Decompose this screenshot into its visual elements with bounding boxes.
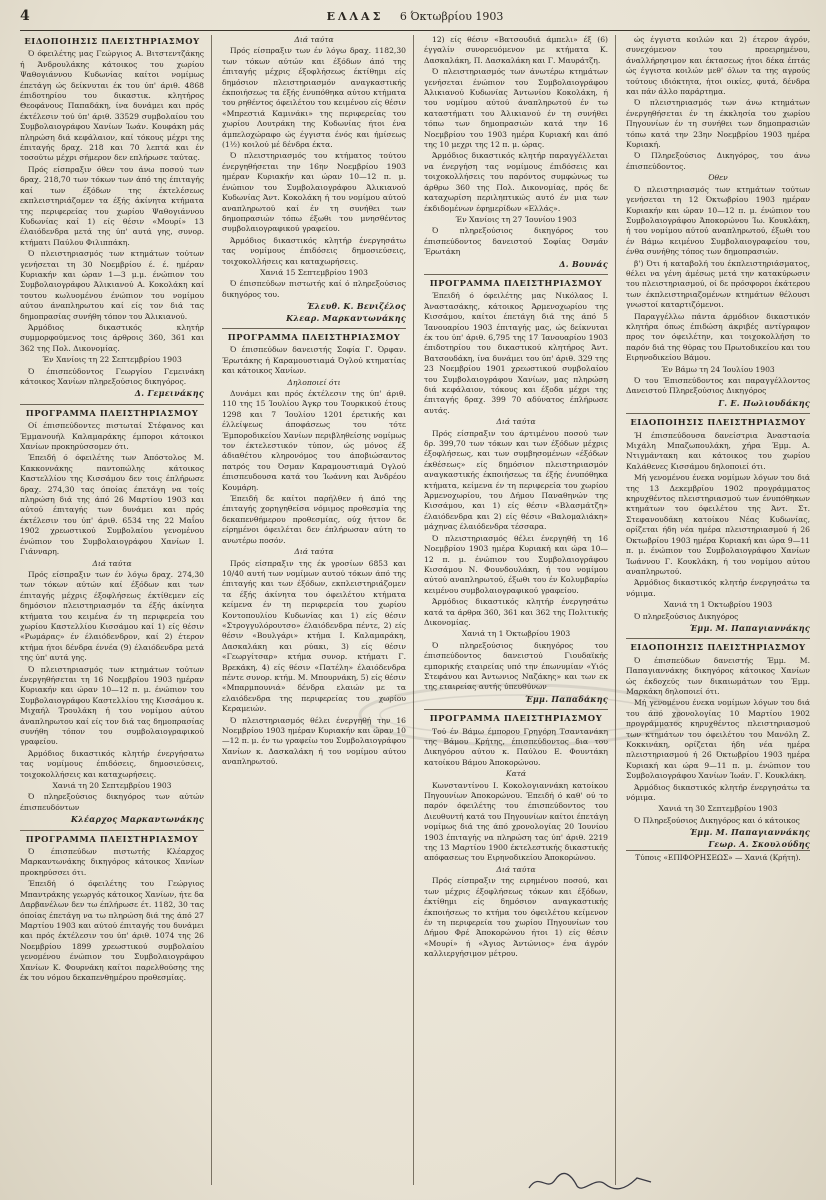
signature: Δ. Γεμεινάκης bbox=[134, 388, 204, 399]
notice-paragraph: Πρός είσπραξιν της έκ γροσίων 6853 και 10/40 αυτή των νομίμων αυτού τόκων άπό της έπιταγής και των έξόδων, εκπλειστηριάζομεν τα έξής άκίνητα του όφειλέτου κτήματα κείμενα έν τη περιφερεία του χωρίου Κοντοπουλίου Κυδωνίας και 1) είς θέσιν «Στρογγυλόρουτσο» έλαιόδενδρα πέντε, 2) είς θέσιν «Βουλγάρι» κτήμα Ι. Καλαμαράκη, Δασκαλάκη και ρύακι, 3) είς θέσιν «Γεωργίτσαρ» κτήμα συνορ. κτήματι Γ. Βρεκάκη, 4) είς θέσιν «Πατέλη» έλαιόδενδρα πέντε συνορ. κτήμ. Μ. Μπουρνάκη, 5) είς θέσιν «Μπαρμπουνιά» δένδρα ελαιών με τα ελαιόδενδρα της περιφερείας του χωρίου Κεραμειών. bbox=[222, 558, 406, 714]
section-label: Όθεν bbox=[708, 173, 728, 183]
notice-heading: ΠΡΟΓΡΑΜΜΑ ΠΛΕΙΣΤΗΡΙΑΣΜΟΥ bbox=[222, 328, 406, 342]
notice-paragraph: Άρμόδιος δικαστικός κλητήρ ένεργησάτω τα νόμιμα. bbox=[626, 782, 810, 803]
signature: Έμμ. Μ. Παπαγιαννάκης bbox=[689, 827, 810, 838]
section-label: Κατά bbox=[505, 769, 527, 779]
section-label: Διά ταύτα bbox=[496, 417, 536, 427]
notice-paragraph: Ό πληρεξούσιος δικηγόρος των αύτών έπισπευδόντων bbox=[20, 792, 204, 812]
notice-heading: ΕΙΔΟΠΟΙΗΣΙΣ ΠΛΕΙΣΤΗΡΙΑΣΜΟΥ bbox=[626, 638, 810, 652]
notice-paragraph: Πρός είσπραξιν των έν λόγω δραχ. 1182,30 των τόκων αύτών και έξόδων άπό της έπιταγής μέχρις έξοφλήσεως έκτίθημι είς δημόσιον πλειστηριασμόν αναγκαστικής έκποιήσεως τα έξής ένυπόθηκα αύτου κτήματα του ρηθέντος όφειλέτου του κειμένου είς θέσιν «Μπρεστιά Καμινάκι» της περιφερείας του χωρίου Λουτράκη της Κυδωνίας ήτοι ένα άμπελοχώραφο ώς έγγιστα ένός και ήμίσεως (1½) κοιλού μέ δένδρα έκτα. bbox=[222, 46, 406, 150]
notice-paragraph: Πρός είσπραξιν των έν λόγω δραχ. 274,30 των τόκων αύτών καί έξόδων και των έπιταγής μέχρις έξοφλήσεως έκτίθεμεν είς δημόσιον πλειστηριασμόν τα έξής άκίνητα κτήματα του κειμένα έν τη περιφερεία του χωρίου Καστελλίου Κισσάμου καί 1) είς θέσιν «Ρωμάρας» έν έλαιόδενδρον, καί 2) έτερον κτήμα ήτοι δένδρα έννέα (9) έλαιόδενδρα μετά της ύπ' αυτά γης. bbox=[20, 569, 204, 663]
notice-date: Έν Χανίοις τη 22 Σεπτεμβρίου 1903 bbox=[42, 355, 182, 365]
notice-date: Χανιά 15 Σεπτεμβρίου 1903 bbox=[260, 267, 368, 277]
notice-paragraph: Ό του Έπισπεύδοντος και παραγγέλλοντος Δανειστού Πληρεξούσιος Δικηγόρος bbox=[626, 376, 810, 396]
notice-heading: ΠΡΟΓΡΑΜΜΑ ΠΛΕΙΣΤΗΡΙΑΣΜΟΥ bbox=[20, 404, 204, 418]
column-4 bbox=[626, 35, 810, 1185]
notice-date: Έν Χανίοις τη 27 Ίουνίου 1903 bbox=[455, 214, 577, 224]
paper-name: ΕΛΛΑΣ bbox=[326, 10, 384, 23]
notice-paragraph: Έπειδή δε καίτοι παρήλθεν ή άπό της έπιταγής χορηγηθείσα νόμιμος προθεσμία της δεκαπενθήμερου προθεσμίας, ούχ ήττον δε είρημένοι όφειλέται δεν έπλήρωσαν αύτη το ανωτέρω ποσόν. bbox=[222, 494, 406, 545]
masthead-title bbox=[80, 10, 750, 23]
notice-heading: ΠΡΟΓΡΑΜΜΑ ΠΛΕΙΣΤΗΡΙΑΣΜΟΥ bbox=[20, 830, 204, 844]
handwritten-mark bbox=[525, 1168, 655, 1196]
notice-paragraph: Ό πληρεξούσιος Δικηγόρος bbox=[634, 611, 739, 621]
notice-paragraph: Παραγγέλλω πάντα άρμόδιον δικαστικόν κλητήρα όπως έπιδώση άκριβές αντίγραφον προς τον όφειλέτην, και τοιχοκολλήση το παρόν διά της θύρας του Πρωτοδικείου και του Ειρηνοδικείου Βάμου. bbox=[626, 311, 810, 363]
notice-paragraph: Τού έν Βάμω έμπορου Γρηγόρη Τσαντανάκη της Βάμου Κρήτης, έπισπεύδοντος δια του Δικηγόρου αύτου κ. Παύλου Ε. Φουντάκη κατοίκου Βάμου Άποκορώνου. bbox=[424, 726, 608, 767]
notice-paragraph: Ό πλειστηριασμός των κτημάτων τούτων γενήσεται τη 12 Όκτωβρίου 1903 ημέραν Κυριακήν και ώραν 10—12 π. μ. ένώπιον του Συμβολαιογράφου Άποκορώνου Ίω. Κουκλάκη, ή του νομίμου αύτού αναπληρωτού, έξωθι του έν Βάμω κειμένου Συμβολαιογραφείου του, ένθα συνήθης τόπος των δημοπρασιών. bbox=[626, 184, 810, 257]
notice-paragraph: Ό έπισπεύδων δανειστής Έμμ. Μ. Παπαγιαννάκης δικηγόρος κάτοικος Χανίων ώς έκδοχεύς των δικαιωμάτων του Έμμ. Μαρκάκη δηλοποιεί ότι. bbox=[626, 655, 810, 696]
printer-footer: Τύποις «ΕΠΙΦΟΡΗΣΕΩΣ» — Χανιά (Κρήτη). bbox=[626, 850, 810, 863]
notice-paragraph: Ό έπισπεύδων πιστωτής Κλέαρχος Μαρκαντωνάκης δικηγόρος κάτοικος Χανίων προκηρύσσει ότι. bbox=[20, 847, 204, 877]
masthead bbox=[20, 8, 810, 31]
notice-heading: ΕΙΔΟΠΟΙΗΣΙΣ ΠΛΕΙΣΤΗΡΙΑΣΜΟΥ bbox=[24, 36, 200, 46]
notice-paragraph: Ό πλειστηριασμός των κτημάτων τούτων ένεργηθήσεται τη 16 Νοεμβρίου 1903 ημέραν Κυριακήν και ώραν 10—12 π. μ. ένώπιον του Συμβολαιογράφου Καστελλίου της Κισσάμου κ. Μιχαήλ Τρουλάκη ή του νομίμου αύτου άναπληρωτου καί είς τον διά τας δημοπρασίας συνήθη τόπον του συμβολαιογραφικού γραφείου. bbox=[20, 664, 205, 747]
signature: Έλευθ. Κ. Βενιζέλος bbox=[306, 301, 406, 312]
signature: Κλεαρ. Μαρκαντωνάκης bbox=[286, 312, 406, 323]
notice-paragraph: Άρμόδιος δικαστικός κλητήρ παραγγέλλεται να ένεργήση τας νομίμους έπιδόσεις και τοιχοκολλήσεις του παρόντος συμφώνως τω άρθρω 360 της Πολ. Δικονομίας, πρός δε καταχωρίση περιληπτικώς αυτό έν μια των έκδιδομένων έφημερίδων «Ελλάς». bbox=[424, 151, 608, 213]
notice-paragraph: Έπειδή ό όφειλέτης του Γεώργιος Μπαντράκης γεωργός κάτοικος Χανίων, ήτε δα Δαρβανέλων δεν τω έπλήρωσε έτ. 1182, 30 τας όποίας έπετάγη να τω πληρώση διά της άπό 27 Μαρτίου 1903 και αύτού έπιταγής του δυνάμει και πρός έκτέλεσιν του ύπ' άριθ. 1074 της 26 Νοεμβρίου 1899 χρεωστικού συμβολαίου γενομένου ένώπιον του Συμβολαιογράφου Χανίων Κ. Φουρνάκη καίτοι παρελθούσης της έκ του νόμου δεκαπενθημέρου προθεσμίας. bbox=[20, 879, 204, 982]
notice-paragraph: Ό έπισπεύδων δανειστής Σοφία Γ. Όρφαν. Έρωτάκης ή Καραμουστιαμά Όγλού κτηματίας και κάτοικος Χανίων. bbox=[222, 345, 406, 376]
notice-paragraph: Ό πλειστηριασμός των άνω κτημάτων ένεργηθήσεται έν τη έκκλησία του χωρίου Πηγουνίων έν τη συνήθει των δημοπρασιών τόπω κατά την 23ην Νοεμβρίου 1903 ημέρα Κυριακή. bbox=[626, 98, 810, 150]
page-number: 4 bbox=[20, 8, 30, 24]
notice-paragraph: Ό πλειστηριασμός των άνωτέρω κτημάτων γενήσεται ένώπιον του Συμβολαιογράφου Άλικιανού Κυδωνίας Άντωνίου Κοκολάκη, ή του νομίμου αύτού άναπληρωτού έν τω καταστήματι του Άλικιανού έν τη συνήθει τόπω των δημοπρασιών κατά την 16 Νοεμβρίου του 1903 ημέρα Κυριακή και άπό της 10 μεχρι της 12 π. μ. ώρας. bbox=[424, 67, 608, 150]
section-label: Διά ταύτα bbox=[294, 35, 334, 44]
column-1 bbox=[20, 35, 212, 1185]
notice-paragraph: Μή γενομένου ένεκα νομίμων λόγων του διά του άπό χρονολογίας 10 Μαρτίου 1902 προγράμματος κηρυχθέντος πλειστηριασμού των κτημάτων του όφειλέτου του Μανόλη Ζ. Κοκκινάκη, ορίζεται ήδη νέα ημέρα πλειστηριασμού ή 26 Όκτωβρίου 1903 ημέρα Κυριακή και ώρα 9—11 π. μ. ένώπιον του Συμβολαιογράφου Χανίων Ίωάν. Γ. Κουκλάκη. bbox=[626, 698, 810, 781]
notice-paragraph: Άρμόδιος δικαστικός κλητήρ ένεργησάτω κατά τα άρθρα 360, 361 και 362 της Πολιτικής Δικονομίας. bbox=[424, 597, 608, 627]
notice-paragraph: Έπειδή ό όφειλέτης των Άπόστολος Μ. Κακκοννάκης παντοπώλης κάτοικος Καστελλίου της Κισσάμου δεν τοις έπλήρωσε δραχ. 274,30 τας όποίας έπετάγη να τοίς πληρώση διά της άπό 26 Μαρτίου 1903 και αύτού έπιταγής των δυνάμει και πρός έκτέλεσιν του ύπ' άριθ. 6534 της 22 Μαΐου 1902 χρεωστικού Συμβολαίου γενομένου ένώπιον του Συμβολαιογράφου Χανίων Ι. Γιάνναρη. bbox=[20, 453, 204, 557]
notice-paragraph: Ό Πληρεξούσιος Δικηγόρος και ό κάτοικος bbox=[634, 815, 800, 825]
notice-paragraph: Δυνάμει και πρός έκτέλεσιν της ύπ' άριθ. 110 της 15 Ίουλίου Άγκρ του Τουρκικού έτους 1298 και 7 Ίουλίου 1201 έρετικής και έλλείψεως άποφάσεως του τότε Έμποροδικείου Χανίων περιβληθείσης νομίμως τον έκτελεστικόν τύπον, ώς μόνος έξ άδιαθέτου κληρονόμος του άποβιώσαντος πατρός του Όσμαν Καραμουστιαμά Όγλού έπισπευδουσα κατά του Ίωάννη και Άνδρέου Κουμάρη. bbox=[222, 389, 406, 492]
notice-paragraph: Ό Πληρεξούσιος Δικηγόρος, του άνω έπισπεύδοντος. bbox=[626, 151, 810, 171]
notice-paragraph: Ό πλειστηριασμός των κτημάτων τούτων γενήσεται τη 30 Νοεμβρίου έ. έ. ημέραν Κυριακήν και ώραν 1—3 μ.μ. ένώπιον του Συμβολαιογράφου Άλικιανού Α. Κοκολάκη καί τουτου κωλυομένου ένώπιον του νομίμου αύτου άναπληρωτου καί είς τον διά τας δημοπρασίας συνήθη τόπον του Άλικιανού. bbox=[20, 249, 204, 321]
notice-paragraph: 12) είς θέσιν «Βατσουδιά άμπελι» έξ (6) έγγαλίν συνορευόμενον με κτήματα Κ. Δασκαλάκη, Π. Δασκαλάκη και Γ. Μαυράτζη. bbox=[424, 35, 608, 65]
issue-date: 6 Όκτωβρίου 1903 bbox=[399, 10, 504, 23]
column-3 bbox=[424, 35, 616, 1185]
notice-date: Χανιά τη 30 Σεπτεμβρίου 1903 bbox=[658, 804, 778, 814]
signature: Γ. Ε. Πωλιουδάκης bbox=[718, 397, 810, 408]
notice-paragraph: Κωνσταντίνου Ι. Κοκολογιαννάκη κατοίκου Πηγουνίων Άποκορώνου. Έπειδή ό καθ' ού το παρόν όφειλέτης του έπισπεύδοντος του Διευθυντή κατά του Πηγουνίων καίτοι έπετάγη νομίμως διά της άπό χρονολογίας 20 Ίουνίου 1903 έπιταγής να πληρώση τας ύπ' άριθ. 2219 της 13 Μαρτίου 1900 έκτελεστικής δικαστικής απόφασεως του Ειρηνοδικείου Άποκορώνου. bbox=[424, 780, 608, 863]
notice-date: Χανιά τη 20 Σεπτεμβρίου 1903 bbox=[52, 781, 172, 791]
notice-paragraph: Άρμόδιος δικαστικός κλητήρ ένεργήσατω τας νομίμους έπιδόσεις, δημοσιεύσεις, τοιχοκολλήσεις και καταχωρήσεις. bbox=[20, 748, 204, 779]
column-2 bbox=[222, 35, 414, 1185]
notice-paragraph: Πρός είσπραξιν της ειρημένου ποσού, και των μέχρις έξοφλήσεως τόκων και έξόδων, έκτίθημι είς δημόσιον αναγκαστικής έκποιήσεως το κτήμα του όφειλέτου κείμενον έν τη περιφερεία του χωρίου Πηγουνίων του Δήμου Φρέ Άποκορώνου ήτοι 1) είς θέσιν «Μουρί» ή «Άγιος Άντώνιος» ένα άγρόν καλλιεργήσιμον μέτρου. bbox=[424, 876, 608, 959]
notice-paragraph: Πρός είσπραξιν όθεν του άνω ποσού των δραχ. 218,70 των τόκων των άπό της έπιταγής καί των έξόδων της έκτελέσεως εκπλειστηριάζομεν τα έξής άκίνητα κτήματα της περιφερείας του χωρίου Ψαθογιάννου Κυδωνίας καί 1) είς θέσιν «Μουρί» 13 έλαιόδενδρα μετά της ύπ' αυτά γης, συνορ. κτήματι Παύλου Φιλιππάκη. bbox=[20, 164, 204, 247]
notice-paragraph: Πρός είσπραξιν του άρτιμένου ποσού των δρ. 399,70 των τόκων και των έξόδων μέχρις έξοφλήσεως, και των συμβησομένων «έξόδων έκθέσεως» είς δημόσιον πλειστηριασμόν αναγκαστικής έκποιήσεως τα έξής ένυπόθηκα κτήματα, κείμενα έν τη περιφερεία του χωρίου Άρμενοχωρίου, του Δήμου Παναθηνών της Κισσάμου, και 1) είς θέσιν «Βλασμάτζη» έλαιόδενδρα και 2) είς θέσιν «Βαλομαλιάκη» μάχηνας έλαιόδενδρα τέσσαρα. bbox=[424, 428, 608, 532]
notice-paragraph: Οί έπισπεύδοντες πιστωταί Στέφανος και Έμμανουήλ Καλαμαράκης έμποροι κάτοικοι Χανίων προκηρύσσομεν ότι. bbox=[20, 421, 204, 452]
section-label: Διά ταύτα bbox=[294, 547, 334, 557]
signature: Δ. Βουνάς bbox=[559, 258, 608, 269]
notice-paragraph: Ό πλειστηριασμός θέλει ένεργηθή τη 16 Νοεμβρίου 1903 ημέρα Κυριακή και ώρα 10—12 π. μ. ένώπιον του Συμβολαιογράφου Κισσάμου Ν. Φουνδουλάκη, ή του νομίμου αύτού αναπληρωτού, έξωθι του έν Κολυμβαρίω κειμένου συμβολαιογραφικού γραφείου. bbox=[424, 533, 608, 595]
section-label: Δηλοποιεί ότι bbox=[287, 377, 341, 387]
notice-paragraph: Άρμόδιος δικαστικός κλητήρ ένεργησάτω τα νόμιμα. bbox=[626, 578, 810, 598]
signature: Γεωρ. Α. Σκουλούδης bbox=[708, 838, 810, 849]
notice-paragraph: Ό έπισπεύδοντος Γεωργίου Γεμεινάκη κάτοικος Χανίων πληρεξούσιος δικηγόρος. bbox=[20, 366, 204, 386]
notice-paragraph: Μή γενομένου ένεκα νομίμων λόγων του διά της 13 Δεκεμβρίου 1902 προγράμματος κηρυχθέντος πλειστηριασμού των ένυπόθηκων κτημάτων του όφειλέτου της Άντ. Στ. Στεφανουδάκη κατοίκου Νέας Κυδωνίας, ορίζεται ήδη νέα ημέρα πλειστηριασμού ή 26 Όκτωβρίου 1903 ημέρα Κυριακή και ώρα 9—11 π. μ. ένώπιον του Συμβολαιογράφου Χανίων Ίωάννου Γ. Κουκλάκη, ή του νομίμου αύτου αναπληρωτού. bbox=[626, 473, 810, 576]
signature: Κλέαρχος Μαρκαντωνάκης bbox=[70, 814, 204, 825]
notice-heading: ΕΙΔΟΠΟΙΗΣΙΣ ΠΛΕΙΣΤΗΡΙΑΣΜΟΥ bbox=[626, 413, 810, 427]
notice-paragraph: Ή έπισπεύδουσα δανείστρια Άναστασία Μιχάλη Μπαζωπουλάκη, χήρα Έμμ. Α. Ντιγμάντακη και κάτοικος του χωρίου Καλάθενες Κισσάμου δηλοποιεί ότι. bbox=[626, 430, 810, 471]
notice-date: Έν Βάμω τη 24 Ίουλίου 1903 bbox=[661, 364, 775, 374]
notice-paragraph: Άρμόδιος δικαστικός κλητήρ συμμορφούμενος τοις άρθροις 360, 361 και 362 της Πολ. Δικονομίας. bbox=[20, 322, 204, 353]
notice-paragraph: Έπειδή ό όφειλέτης μας Νικόλαος Ι. Άναστασάκης, κάτοικος Άρμενοχωρίου της Κισσάμου, καίτοι έπετάγη διά της άπό 5 Ίανουαρίου 1903 έπιταγής μας, ώς δείκνυται έκ του ύπ' άριθ. 6,795 της 17 Ίανουαρίου 1903 έπιδοτηρίου του δικαστικού κλητήρος Άντ. Βατσουδάκη, ίνα δυνάμει του ύπ' άριθ. 329 της 23 Νοεμβρίου 1901 χρεωστικού συμβολαίου του Συμβολαιογράφου Χανίων, μας πληρώση διά κεφάλαιον, τόκους και έξοδα μέχρι της έπιταγής δραχ. 399 70 αδύνατος έπλήρωσε αυτάς. bbox=[424, 291, 608, 415]
columns bbox=[20, 35, 810, 1185]
notice-paragraph: Ό όφειλέτης μας Γεώργιος Α. Βιτστεντζάκης ή Άνδρουλάκης κάτοικος του χωρίου Ψαθογιάννου Κυδωνίας καίτοι νομίμως έπετάγη ώς δείκνυται έκ του ύπ' άριθ. 4868 έπιδοτηρίου του δικαστικ. κλητήρος Θεοφάνους Παπαδάκη, ίνα δυνάμει και πρός έκτέλεσιν τού ύπ' άριθ. 33529 συμβολαίου του Συμβολαιογράφου Χανίων Ίωάν. Κουφάκη μάς πληρώση διά κεφάλαιον, καί τόκους μέχρι της έπιταγής δραχ. 218 και 70 λεπτά και έν τοσούτω μέχρι σήμερον δεν επλήρωσε ταύτας. bbox=[20, 49, 204, 163]
notice-paragraph: Άρμόδιος δικαστικός κλητήρ ένεργησάτω τας νομίμους έπιδόσεις δημοσιεύσεις, τοιχοκολλήσεις και καταχωρήσεις. bbox=[222, 235, 406, 266]
notice-date: Χανιά τη 1 Όκτωβρίου 1903 bbox=[461, 629, 571, 639]
notice-paragraph: Ό πλειστηριασμός θέλει ένεργηθή την 16 Νοεμβρίου 1903 ημέραν Κυριακήν και ώραν 10—12 π. μ. έν τω γραφείω του Συμβολαιογράφου Χανίων κ. Δασκαλάκη ή του νομίμου αύτου αναπληρωτού. bbox=[222, 715, 406, 767]
signature: Έμμ. Μ. Παπαγιαννάκης bbox=[689, 622, 810, 633]
signature: Έμμ. Παπαδάκης bbox=[525, 693, 608, 704]
notice-date: Χανιά τη 1 Όκτωβρίου 1903 bbox=[663, 600, 773, 610]
notice-paragraph: Ό πληρεξούσιος δικηγόρος του έπισπεύδοντος δανειστού Γιουδαϊκής εμπορικής εταιρείας υπό την έπωνυμίαν «Υιός Στεφάνου και Άντωνιος Ναζάκης» και των εκ της εταιρείας αυτής ύπευθύνων bbox=[424, 640, 608, 692]
notice-heading: ΠΡΟΓΡΑΜΜΑ ΠΛΕΙΣΤΗΡΙΑΣΜΟΥ bbox=[424, 709, 608, 723]
notice-paragraph: β') Ότι ή καταβολή του έκπλειστηριάσματος, θέλει να γένη άμέσως μετά την κατακύρωσιν του πλειστηριασμού, οί δε πρόσφοροι έκάτερου των έκπλειστηριαζομένων κτημάτων θέλουσι γνωστοί καταρτιζόμενοι. bbox=[626, 258, 810, 310]
section-label: Διά ταύτα bbox=[92, 558, 132, 568]
notice-paragraph: Ό πληρεξούσιος δικηγόρος του έπισπεύδοντος δανειστού Σοφίας Όσμάν Έρωτάκη bbox=[424, 226, 608, 257]
notice-paragraph: ώς έγγιστα κοιλών και 2) έτερον άγρόν, συνεχόμενον του προειρημένου, άναλλήρησιμον και έκτασεως ήτοι δέκα έπτάς ώς έγγιστα κοιλών μεθ' όλων τα της αγρούς τούτους ιδιόκτητα, ήτοι οικίες, φυτά, δένδρα και πάν άλλο παράρτημα. bbox=[626, 35, 810, 97]
notice-heading: ΠΡΟΓΡΑΜΜΑ ΠΛΕΙΣΤΗΡΙΑΣΜΟΥ bbox=[424, 274, 608, 288]
section-label: Διά ταύτα bbox=[496, 864, 536, 874]
notice-paragraph: Ό έπισπεύδων πιστωτής καί ό πληρεξούσιος δικηγόρος του. bbox=[222, 279, 406, 299]
notice-paragraph: Ό πλειστηριασμός του κτήματος τούτου ένεργηθήσεται την 16ην Νοεμβρίου 1903 ημέραν Κυριακήν και ώραν 10—12 π. μ. ένώπιον του Συμβολαιογράφου Άλικιανού Κυδωνίας Άντ. Κοκολάκη ή του νομίμου αύτού αναπληρωτού καί έν τη συνήθει των δημοπρασιών τόπω έξωθι του μνησθέντος συμβολαιογραφικού γραφείου. bbox=[222, 151, 406, 234]
